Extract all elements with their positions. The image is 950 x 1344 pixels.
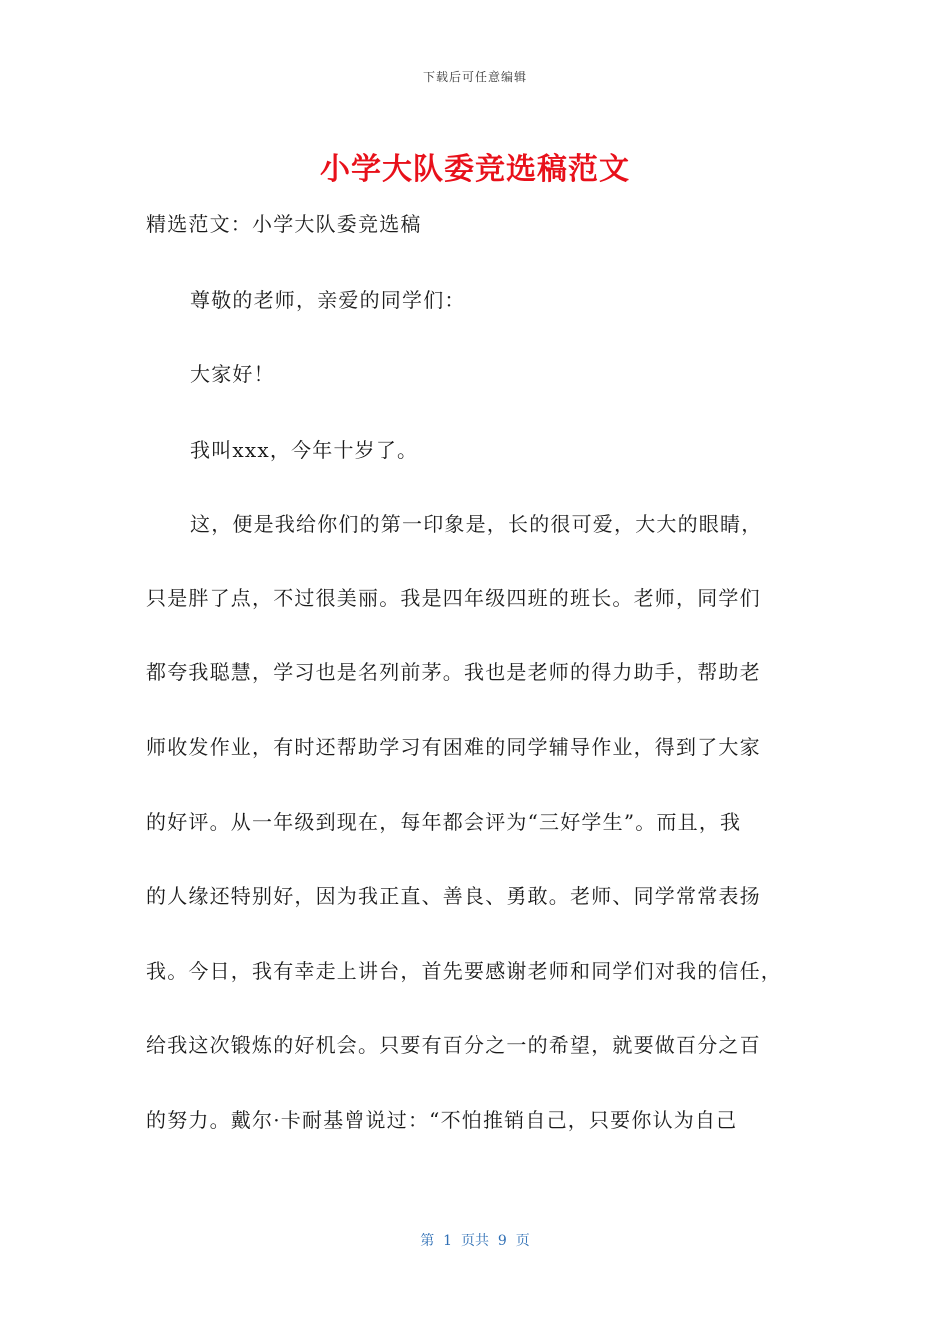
- paragraph-line: 都夸我聪慧，学习也是名列前茅。我也是老师的得力助手，帮助老: [146, 660, 761, 684]
- document-title: 小学大队委竞选稿范文: [320, 152, 630, 187]
- header-note: 下载后可任意编辑: [422, 70, 527, 84]
- paragraph-line: 只是胖了点，不过很美丽。我是四年级四班的班长。老师，同学们: [146, 586, 761, 610]
- paragraph-line: 师收发作业，有时还帮助学习有困难的同学辅导作业，得到了大家: [146, 735, 761, 759]
- document-subtitle: 精选范文：小学大队委竞选稿: [146, 212, 422, 236]
- paragraph-line: 的好评。从一年级到现在，每年都会评为“三好学生”。而且，我: [146, 810, 742, 834]
- paragraph-line: 我。今日，我有幸走上讲台，首先要感谢老师和同学们对我的信任，: [146, 959, 782, 983]
- paragraph-line: 的人缘还特别好，因为我正直、善良、勇敢。老师、同学常常表扬: [146, 884, 761, 908]
- paragraph-line: 这，便是我给你们的第一印象是，长的很可爱，大大的眼睛，: [190, 512, 763, 536]
- hello-line: 大家好！: [190, 362, 275, 386]
- paragraph-line: 的努力。戴尔·卡耐基曾说过：“不怕推销自己，只要你认为自己: [146, 1108, 738, 1132]
- paragraph-line: 给我这次锻炼的好机会。只要有百分之一的希望，就要做百分之百: [146, 1033, 761, 1057]
- intro-line: 我叫xxx，今年十岁了。: [190, 438, 419, 462]
- greeting-line: 尊敬的老师，亲爱的同学们：: [190, 288, 466, 312]
- page-footer: 第 1 页共 9 页: [420, 1233, 530, 1249]
